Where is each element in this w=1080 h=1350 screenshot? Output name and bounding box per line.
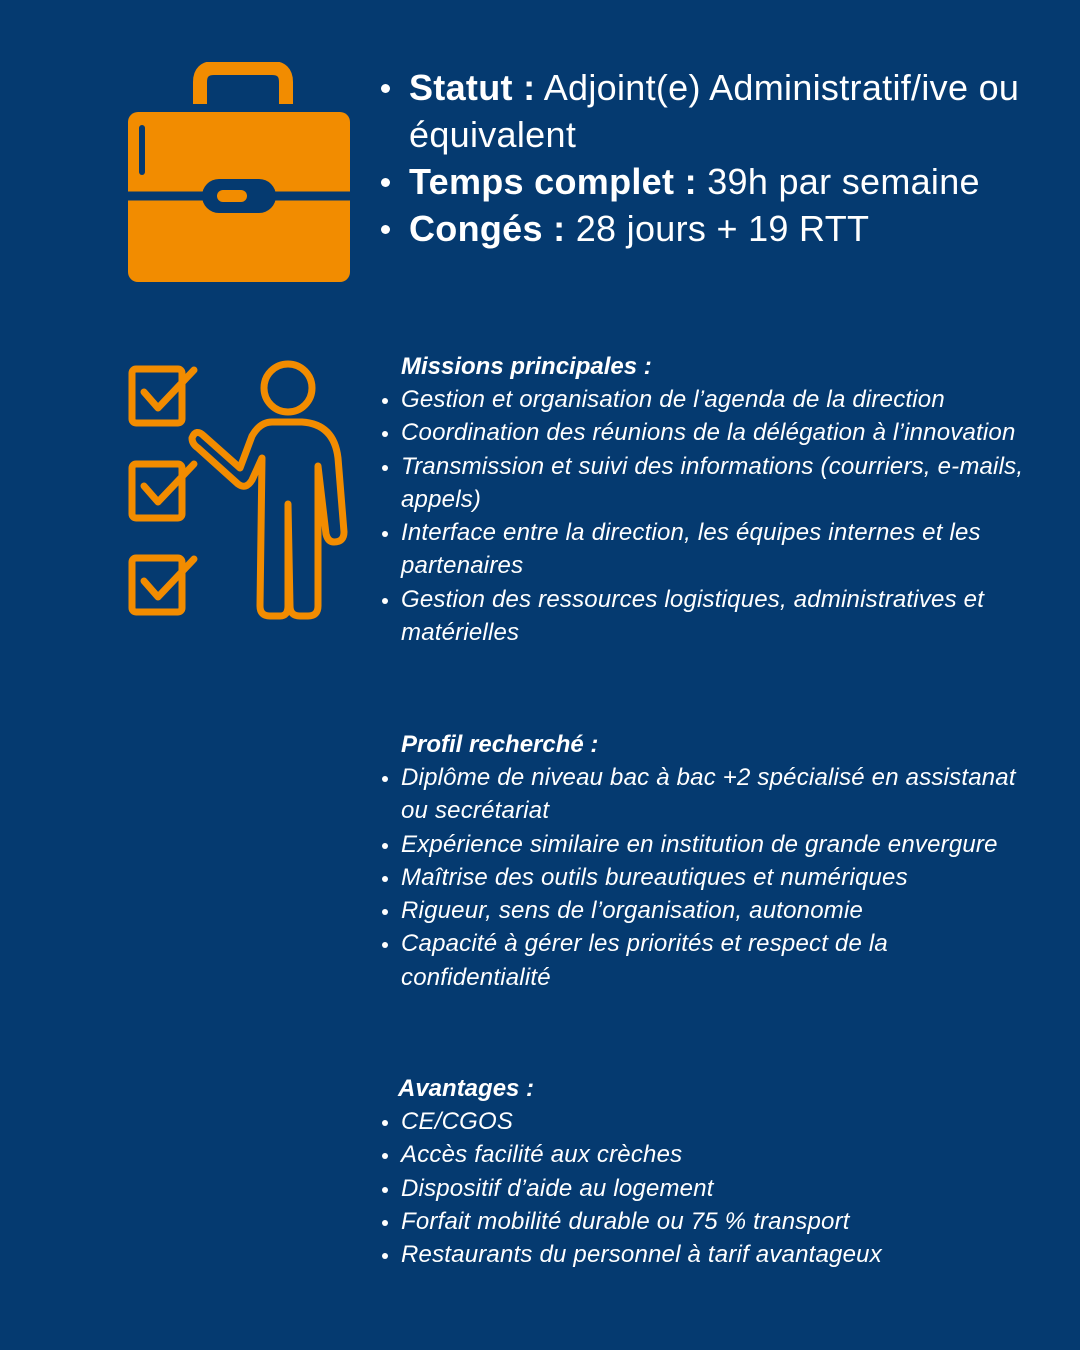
list-item: Diplôme de niveau bac à bac +2 spécialisé en assistanat ou secrétariat — [378, 761, 1038, 828]
fact-label: Temps complet : — [409, 161, 697, 202]
fact-value: Adjoint(e) Administratif/ive ou équivalent — [409, 67, 1020, 155]
fact-statut — [378, 64, 1038, 158]
list-item: Restaurants du personnel à tarif avantageux — [378, 1238, 1038, 1271]
presenter-checklist-icon — [122, 356, 358, 626]
list-item: Accès facilité aux crèches — [378, 1138, 1038, 1171]
avantages-section — [378, 1072, 1038, 1271]
missions-section — [378, 350, 1038, 649]
profil-section — [378, 728, 1038, 994]
fact-value: 39h par semaine — [696, 161, 980, 202]
list-item: Gestion des ressources logistiques, administratives et matérielles — [378, 583, 1038, 650]
list-item: Gestion et organisation de l’agenda de la direction — [378, 383, 1038, 416]
list-item: Dispositif d’aide au logement — [378, 1172, 1038, 1205]
avantages-list — [378, 1105, 1038, 1271]
list-item: Forfait mobilité durable ou 75 % transport — [378, 1205, 1038, 1238]
fact-conges — [378, 205, 1038, 252]
list-item: Maîtrise des outils bureautiques et numériques — [378, 861, 1038, 894]
briefcase-icon — [122, 62, 358, 288]
profil-list — [378, 761, 1038, 994]
list-item: Transmission et suivi des informations (courriers, e-mails, appels) — [378, 450, 1038, 517]
list-item: Interface entre la direction, les équipes internes et les partenaires — [378, 516, 1038, 583]
profil-title: Profil recherché : — [401, 731, 599, 758]
list-item: Expérience similaire en institution de grande envergure — [378, 828, 1038, 861]
list-item: Coordination des réunions de la délégation à l’innovation — [378, 416, 1038, 449]
fact-label: Congés : — [409, 208, 566, 249]
missions-title: Missions principales : — [401, 353, 652, 380]
list-item: Capacité à gérer les priorités et respect de la confidentialité — [378, 927, 1038, 994]
key-facts-list — [378, 64, 1038, 252]
fact-value: 28 jours + 19 RTT — [565, 208, 870, 249]
fact-label: Statut : — [409, 67, 536, 108]
missions-list — [378, 383, 1038, 649]
list-item: Rigueur, sens de l’organisation, autonomie — [378, 894, 1038, 927]
avantages-title: Avantages : — [398, 1075, 535, 1102]
list-item: CE/CGOS — [378, 1105, 1038, 1138]
fact-temps-complet — [378, 158, 1038, 205]
